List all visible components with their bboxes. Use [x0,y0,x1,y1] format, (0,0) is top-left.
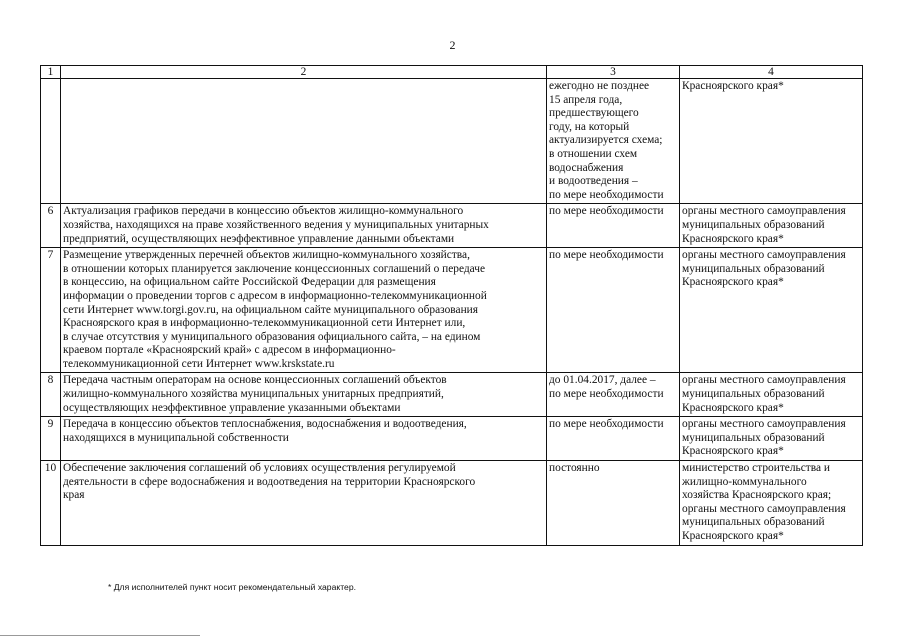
footnote: * Для исполнителей пункт носит рекомендательный характер. [108,582,356,592]
header-col-3: 3 [547,66,680,79]
responsible-cell: органы местного самоуправления муниципальных образований Красноярского края* [680,248,863,373]
page-edge-rule [0,635,200,636]
measure-text: Передача частным операторам на основе концессионных соглашений объектов жилищно-коммунального хозяйства муниципальных унитарных предприятий, осуществляющих неэффективное управление указанными объектами [61,373,547,417]
timing-cell: постоянно [547,461,680,546]
measures-table [40,65,863,546]
measure-text: Размещение утвержденных перечней объектов жилищно-коммунального хозяйства, в отношении которых планируется заключение концессионных соглашений о передаче в концессию, на официальном сайте Российской Федерации для размещения информации о проведении торгов с адресом в информационно-телекоммуникационной сети Интернет www.torgi.gov.ru, на официальном сайте муниципального образования Красноярского края в информационно-телекоммуникационной сети Интернет или, в случае отсутствия у муниципального образования официального сайта, – на едином краевом портале «Красноярский край» с адресом в информационно- телекоммуникационной сети Интернет www.krskstate.ru [61,248,547,373]
header-col-4: 4 [680,66,863,79]
table-header-row [41,66,863,79]
responsible-cell: органы местного самоуправления муниципальных образований Красноярского края* [680,417,863,461]
table-row [41,248,863,373]
timing-cell: ежегодно не позднее 15 апреля года, предшествующего году, на который актуализируется схема; в отношении схем водоснабжения и водоотведения – по мере необходимости [547,79,680,204]
timing-cell: до 01.04.2017, далее – по мере необходимости [547,373,680,417]
table-row [41,373,863,417]
measure-text: Актуализация графиков передачи в концессию объектов жилищно-коммунального хозяйства, находящихся на праве хозяйственного ведения у муниципальных унитарных предприятий, осуществляющих неэффективное управление данными объектами [61,204,547,248]
row-number: 8 [41,373,61,417]
measure-text: Обеспечение заключения соглашений об условиях осуществления регулируемой деятельности в сфере водоснабжения и водоотведения на территории Красноярского края [61,461,547,546]
table-row [41,417,863,461]
row-number: 9 [41,417,61,461]
timing-cell: по мере необходимости [547,204,680,248]
row-number: 10 [41,461,61,546]
row-number: 7 [41,248,61,373]
measure-text: Передача в концессию объектов теплоснабжения, водоснабжения и водоотведения, находящихся в муниципальной собственности [61,417,547,461]
timing-cell: по мере необходимости [547,248,680,373]
timing-cell: по мере необходимости [547,417,680,461]
table-row [41,461,863,546]
responsible-cell: Красноярского края* [680,79,863,204]
responsible-cell: министерство строительства и жилищно-коммунального хозяйства Красноярского края; органы местного самоуправления муниципальных образований Красноярского края* [680,461,863,546]
row-number [41,79,61,204]
responsible-cell: органы местного самоуправления муниципальных образований Красноярского края* [680,373,863,417]
measure-text [61,79,547,204]
header-col-2: 2 [61,66,547,79]
row-number: 6 [41,204,61,248]
header-col-1: 1 [41,66,61,79]
responsible-cell: органы местного самоуправления муниципальных образований Красноярского края* [680,204,863,248]
table-row [41,204,863,248]
page-number: 2 [449,38,456,52]
table-row [41,79,863,204]
